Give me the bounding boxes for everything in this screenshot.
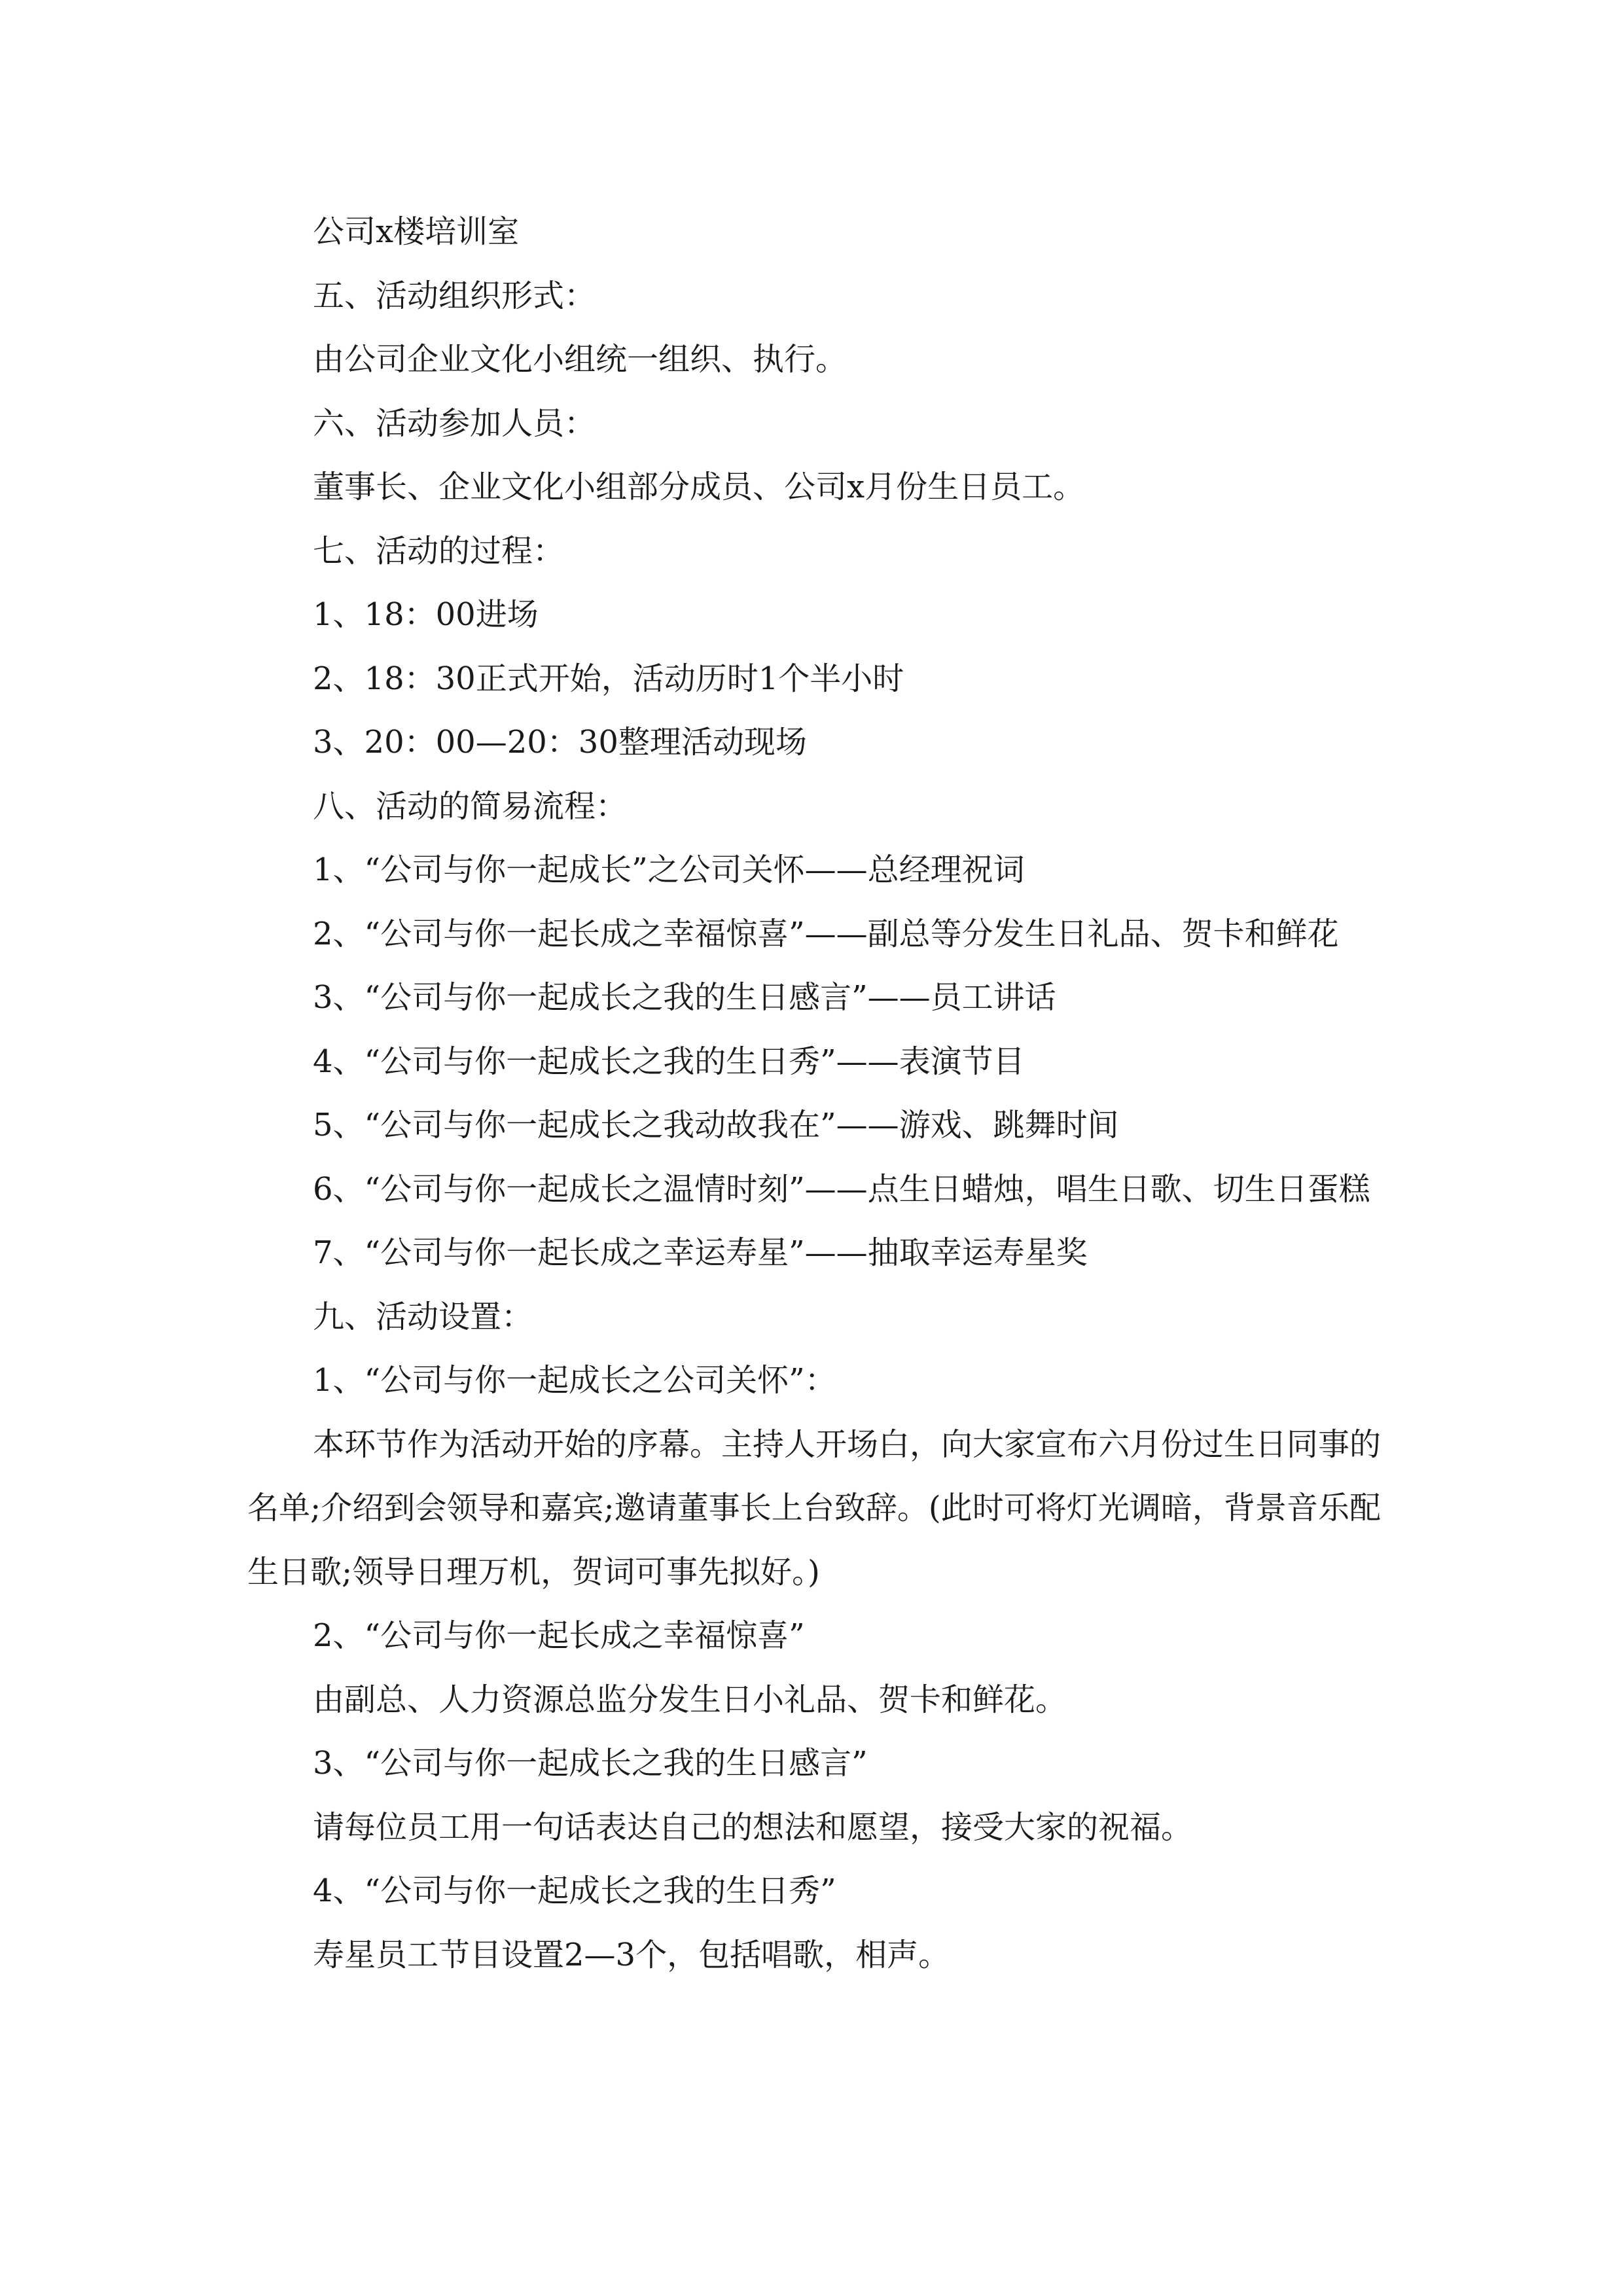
list-item: 6、“公司与你一起成长之温情时刻”——点生日蜡烛，唱生日歌、切生日蛋糕 [313,1170,1370,1208]
document-body [247,200,1381,1987]
list-item: 4、“公司与你一起成长之我的生日秀”——表演节目 [313,1043,1025,1080]
paragraph: 董事长、企业文化小组部分成员、公司x月份生日员工。 [313,469,1085,505]
paragraph: 本环节作为活动开始的序幕。主持人开场白，向大家宣布六月份过生日同事的名单;介绍到会领导和嘉宾;邀请董事长上台致辞。(此时可将灯光调暗，背景音乐配生日歌;领导日理万机，贺词可事先拟好。) [247,1426,1382,1590]
paragraph: 请每位员工用一句话表达自己的想法和愿望，接受大家的祝福。 [313,1808,1193,1846]
list-item: 2、“公司与你一起长成之幸福惊喜” [313,1617,805,1654]
section-heading: 八、活动的简易流程： [313,787,628,825]
list-item: 5、“公司与你一起成长之我动故我在”——游戏、跳舞时间 [313,1107,1119,1143]
list-item: 2、18：30正式开始，活动历时1个半小时 [313,660,904,697]
section-heading: 六、活动参加人员： [313,404,596,442]
paragraph: 由公司企业文化小组统一组织、执行。 [313,341,847,378]
paragraph: 由副总、人力资源总监分发生日小礼品、贺卡和鲜花。 [313,1681,1067,1718]
list-item: 2、“公司与你一起长成之幸福惊喜”——副总等分发生日礼品、贺卡和鲜花 [313,915,1339,952]
list-item: 7、“公司与你一起长成之幸运寿星”——抽取幸运寿星奖 [313,1234,1088,1271]
section-heading: 七、活动的过程： [313,532,565,569]
list-item: 3、“公司与你一起成长之我的生日感言” [313,1745,868,1782]
paragraph: 公司x楼培训室 [313,213,520,250]
section-heading: 九、活动设置： [313,1298,533,1335]
list-item: 3、“公司与你一起成长之我的生日感言”——员工讲话 [313,979,1056,1016]
list-item: 1、18：00进场 [313,596,539,633]
list-item: 4、“公司与你一起成长之我的生日秀” [313,1873,836,1909]
list-item: 1、“公司与你一起成长之公司关怀”： [313,1362,836,1399]
paragraph: 寿星员工节目设置2—3个，包括唱歌，相声。 [313,1936,950,1973]
section-heading: 五、活动组织形式： [313,277,596,314]
list-item: 3、20：00—20：30整理活动现场 [313,724,807,761]
list-item: 1、“公司与你一起成长”之公司关怀——总经理祝词 [313,852,1025,888]
